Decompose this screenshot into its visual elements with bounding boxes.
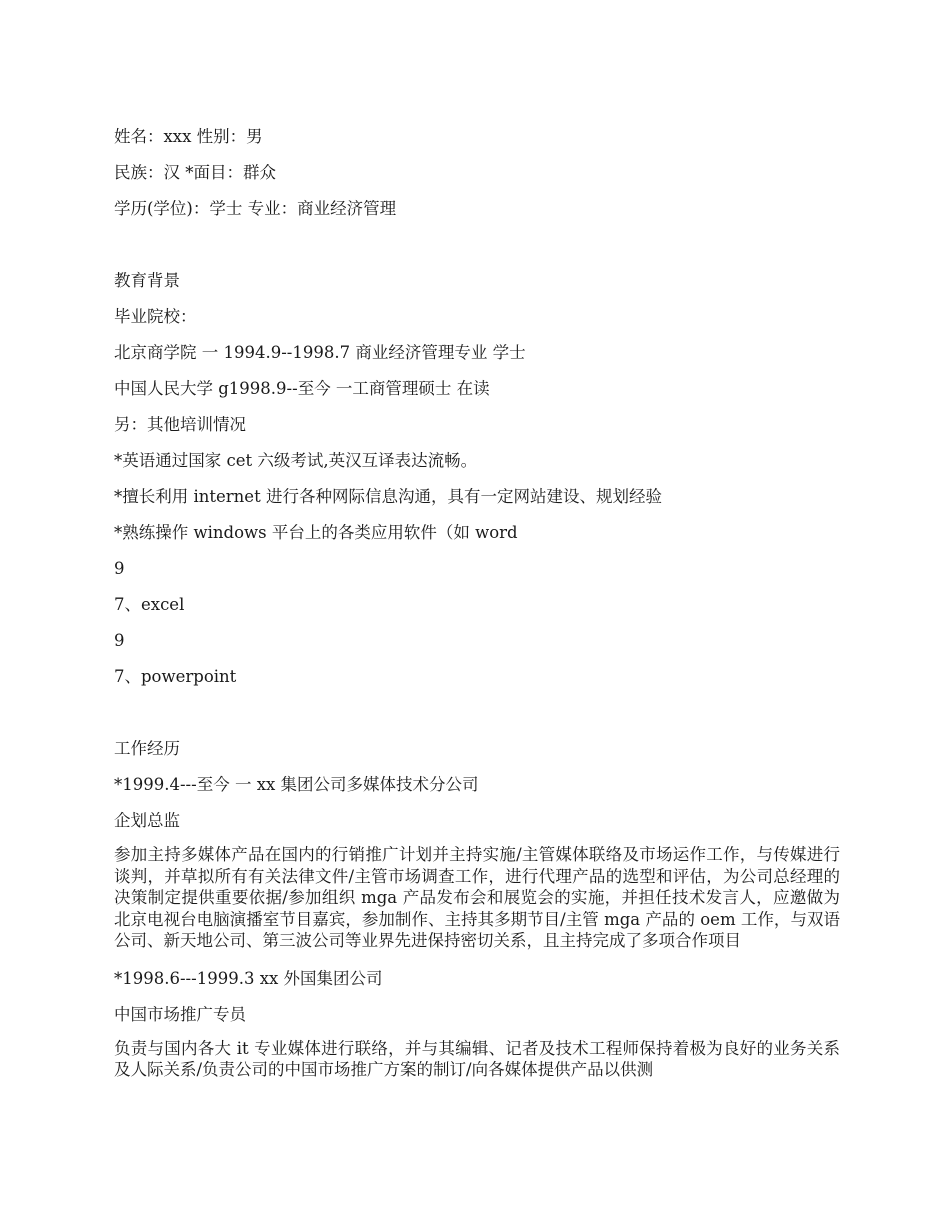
school-label: 毕业院校：	[114, 307, 197, 326]
skill-windows: *熟练操作 windows 平台上的各类应用软件（如 word	[114, 523, 518, 542]
skill-fragment-4: 7、powerpoint	[114, 667, 237, 686]
name-gender-line: 姓名：xxx 性别：男	[114, 127, 263, 146]
job1-title: 企划总监	[114, 811, 180, 830]
other-training-label: 另：其他培训情况	[114, 415, 246, 434]
skill-english: *英语通过国家 cet 六级考试,英汉互译表达流畅。	[114, 451, 478, 470]
ethnicity-political-line: 民族：汉 *面目：群众	[114, 163, 276, 182]
resume-document	[114, 124, 840, 1095]
school-entry-2: 中国人民大学 g1998.9--至今 一工商管理硕士 在读	[114, 379, 490, 398]
degree-major-line: 学历(学位)：学士 专业：商业经济管理	[114, 199, 397, 218]
job2-period: *1998.6---1999.3 xx 外国集团公司	[114, 968, 383, 988]
job1-period: *1999.4---至今 一 xx 集团公司多媒体技术分公司	[114, 775, 479, 794]
job2-title: 中国市场推广专员	[114, 1004, 246, 1024]
skill-fragment-3: 9	[114, 631, 125, 650]
spacer	[114, 232, 840, 268]
education-heading: 教育背景	[114, 271, 180, 290]
work-heading: 工作经历	[114, 739, 180, 758]
school-entry-1: 北京商学院 一 1994.9--1998.7 商业经济管理专业 学士	[114, 343, 526, 362]
spacer	[114, 700, 840, 736]
skill-internet: *擅长利用 internet 进行各种网际信息沟通，具有一定网站建设、规划经验	[114, 487, 662, 506]
skill-fragment-2: 7、excel	[114, 595, 185, 614]
skill-fragment-1: 9	[114, 559, 125, 578]
job1-description: 参加主持多媒体产品在国内的行销推广计划并主持实施/主管媒体联络及市场运作工作，与传媒进行谈判，并草拟所有有关法律文件/主管市场调查工作，进行代理产品的选型和评估，为公司总经理的决策制定提供重要依据/参加组织 mga 产品发布会和展览会的实施，并担任技术发言人，应邀做为北京电视台电脑演播室节目嘉宾，参加制作、主持其多期节目/主管 mga 产品的 oem 工作，与双语公司、新天地公司、第三波公司等业界先进保持密切关系，且主持完成了多项合作项目	[114, 845, 840, 950]
job2-description: 负责与国内各大 it 专业媒体进行联络，并与其编辑、记者及技术工程师保持着极为良好的业务关系及人际关系/负责公司的中国市场推广方案的制订/向各媒体提供产品以供测	[114, 1038, 840, 1079]
